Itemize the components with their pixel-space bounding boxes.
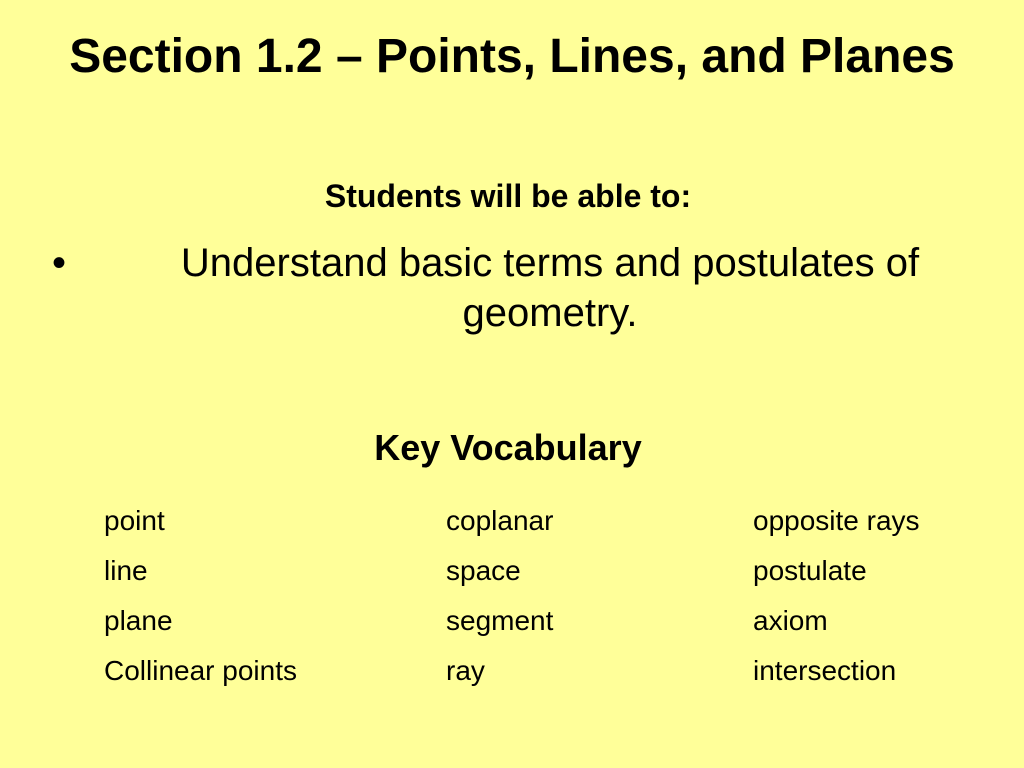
bullet-marker: • [52,241,67,285]
vocabulary-term: opposite rays [753,505,920,536]
vocabulary-term: axiom [753,605,828,636]
vocabulary-term: line [104,555,148,586]
objectives-heading [0,176,1024,216]
vocabulary-term: Collinear points [104,655,297,686]
vocabulary-term: intersection [753,655,897,686]
objectives-heading-text: Students will be able to: [324,178,692,214]
vocabulary-term: segment [446,605,554,636]
vocabulary-term: space [446,555,521,586]
vocabulary-term: point [104,505,165,536]
vocabulary-term: coplanar [446,505,554,536]
vocabulary-term: ray [446,655,485,686]
vocabulary-heading: Key Vocabulary [374,427,642,468]
vocabulary-term: plane [104,605,173,636]
vocabulary-term: postulate [753,555,867,586]
objective-text: Understand basic terms and postulates of geometry. [180,241,920,335]
slide-title: Section 1.2 – Points, Lines, and Planes [69,30,955,83]
